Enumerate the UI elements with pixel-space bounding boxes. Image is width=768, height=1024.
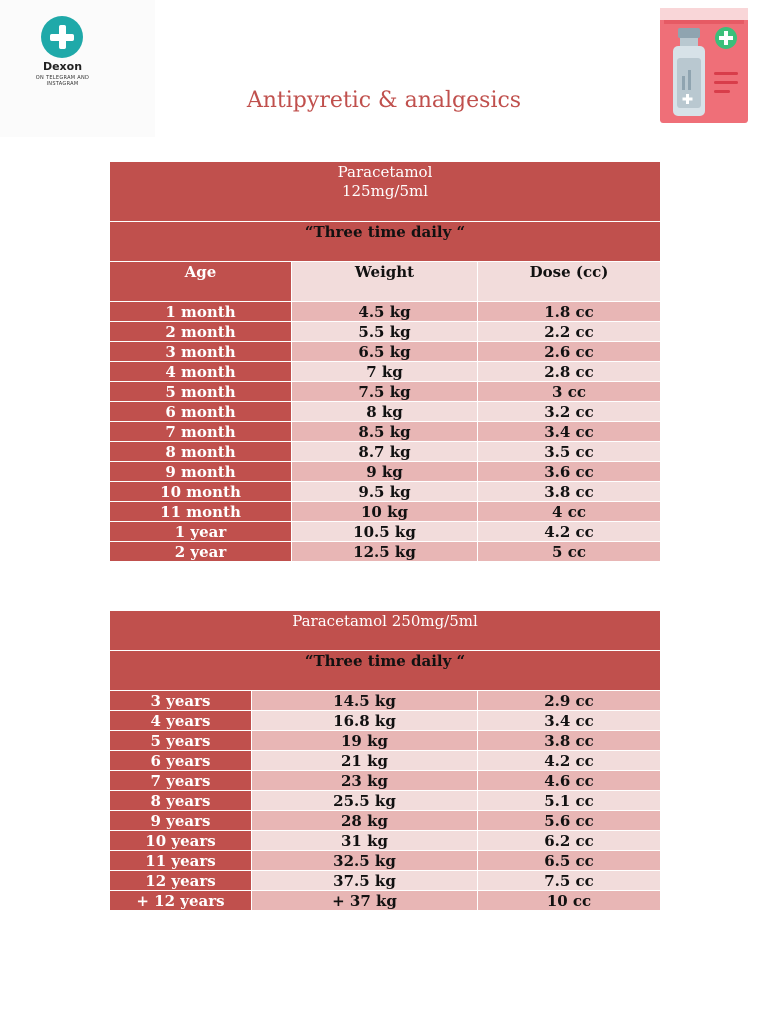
age-cell: 1 month <box>110 302 292 322</box>
dose-cell: 3.6 cc <box>478 462 661 482</box>
age-cell: 3 month <box>110 342 292 362</box>
weight-cell: 28 kg <box>252 811 478 831</box>
age-cell: 7 years <box>110 771 252 791</box>
dose-cell: 2.8 cc <box>478 362 661 382</box>
table-row <box>110 831 661 851</box>
weight-cell: 14.5 kg <box>252 691 478 711</box>
table-row <box>110 462 661 482</box>
table-row <box>110 542 661 562</box>
logo-name: Dexon <box>42 60 83 73</box>
dose-cell: 3.4 cc <box>478 422 661 442</box>
table-row <box>110 502 661 522</box>
weight-cell: + 37 kg <box>252 891 478 911</box>
weight-cell: 37.5 kg <box>252 871 478 891</box>
age-cell: 1 year <box>110 522 292 542</box>
table-row <box>110 362 661 382</box>
age-cell: 8 month <box>110 442 292 462</box>
dose-cell: 4 cc <box>478 502 661 522</box>
weight-cell: 8 kg <box>292 402 478 422</box>
table-row <box>110 811 661 831</box>
dose-cell: 3.5 cc <box>478 442 661 462</box>
dose-cell: 7.5 cc <box>478 871 661 891</box>
column-header-weight: Weight <box>292 262 478 302</box>
table-row <box>110 302 661 322</box>
drug-strength: 125mg/5ml <box>341 182 429 200</box>
page-title: Antipyretic & analgesics <box>246 88 522 113</box>
dose-cell: 3.4 cc <box>478 711 661 731</box>
drug-header <box>110 162 661 222</box>
logo-subtitle: ON TELEGRAM AND INSTAGRAM <box>35 75 90 87</box>
age-cell: 4 month <box>110 362 292 382</box>
age-cell: 2 year <box>110 542 292 562</box>
weight-cell: 8.5 kg <box>292 422 478 442</box>
table-row <box>110 771 661 791</box>
age-cell: 8 years <box>110 791 252 811</box>
dose-cell: 3.8 cc <box>478 482 661 502</box>
age-cell: 7 month <box>110 422 292 442</box>
dose-cell: 5.1 cc <box>478 791 661 811</box>
age-cell: 2 month <box>110 322 292 342</box>
dose-cell: 10 cc <box>478 891 661 911</box>
frequency-label: “Three time daily “ <box>304 223 466 241</box>
frequency-header <box>110 651 661 691</box>
weight-cell: 4.5 kg <box>292 302 478 322</box>
column-header-dose: Dose (cc) <box>478 262 661 302</box>
weight-cell: 7.5 kg <box>292 382 478 402</box>
frequency-label: “Three time daily “ <box>304 652 466 670</box>
weight-cell: 6.5 kg <box>292 342 478 362</box>
logo <box>0 0 155 137</box>
weight-cell: 9 kg <box>292 462 478 482</box>
dose-cell: 6.5 cc <box>478 851 661 871</box>
dose-table-250 <box>109 610 661 911</box>
medicine-bottle-icon <box>660 6 750 125</box>
weight-cell: 19 kg <box>252 731 478 751</box>
table-row <box>110 791 661 811</box>
dose-cell: 2.9 cc <box>478 691 661 711</box>
age-cell: 11 month <box>110 502 292 522</box>
age-cell: 3 years <box>110 691 252 711</box>
age-cell: 10 month <box>110 482 292 502</box>
weight-cell: 10 kg <box>292 502 478 522</box>
plus-icon <box>41 16 83 58</box>
dose-cell: 3 cc <box>478 382 661 402</box>
weight-cell: 10.5 kg <box>292 522 478 542</box>
table-row <box>110 342 661 362</box>
dose-cell: 3.2 cc <box>478 402 661 422</box>
table-row <box>110 731 661 751</box>
weight-cell: 21 kg <box>252 751 478 771</box>
frequency-header <box>110 222 661 262</box>
age-cell: 5 years <box>110 731 252 751</box>
weight-cell: 16.8 kg <box>252 711 478 731</box>
dose-cell: 2.2 cc <box>478 322 661 342</box>
dose-cell: 1.8 cc <box>478 302 661 322</box>
dose-cell: 3.8 cc <box>478 731 661 751</box>
drug-header <box>110 611 661 651</box>
table-row <box>110 851 661 871</box>
dose-cell: 2.6 cc <box>478 342 661 362</box>
dose-cell: 5.6 cc <box>478 811 661 831</box>
table-row <box>110 382 661 402</box>
column-header-age: Age <box>110 262 292 302</box>
table-row <box>110 482 661 502</box>
weight-cell: 7 kg <box>292 362 478 382</box>
drug-name: Paracetamol <box>337 163 433 181</box>
age-cell: 6 month <box>110 402 292 422</box>
age-cell: 9 years <box>110 811 252 831</box>
table-row <box>110 711 661 731</box>
age-cell: 5 month <box>110 382 292 402</box>
table-row <box>110 322 661 342</box>
table-row <box>110 691 661 711</box>
table-row <box>110 751 661 771</box>
table-row <box>110 442 661 462</box>
age-cell: 12 years <box>110 871 252 891</box>
age-cell: 9 month <box>110 462 292 482</box>
dose-cell: 4.2 cc <box>478 522 661 542</box>
age-cell: 11 years <box>110 851 252 871</box>
weight-cell: 8.7 kg <box>292 442 478 462</box>
table-row <box>110 891 661 911</box>
age-cell: 4 years <box>110 711 252 731</box>
table-row <box>110 522 661 542</box>
weight-cell: 12.5 kg <box>292 542 478 562</box>
dose-cell: 6.2 cc <box>478 831 661 851</box>
table-row <box>110 402 661 422</box>
age-cell: 6 years <box>110 751 252 771</box>
drug-strength: Paracetamol 250mg/5ml <box>292 612 478 630</box>
dose-cell: 5 cc <box>478 542 661 562</box>
weight-cell: 25.5 kg <box>252 791 478 811</box>
dose-cell: 4.2 cc <box>478 751 661 771</box>
dose-table-125 <box>109 161 661 562</box>
age-cell: 10 years <box>110 831 252 851</box>
age-cell: + 12 years <box>110 891 252 911</box>
table-row <box>110 871 661 891</box>
weight-cell: 5.5 kg <box>292 322 478 342</box>
weight-cell: 9.5 kg <box>292 482 478 502</box>
weight-cell: 23 kg <box>252 771 478 791</box>
table-row <box>110 422 661 442</box>
weight-cell: 32.5 kg <box>252 851 478 871</box>
weight-cell: 31 kg <box>252 831 478 851</box>
dose-cell: 4.6 cc <box>478 771 661 791</box>
